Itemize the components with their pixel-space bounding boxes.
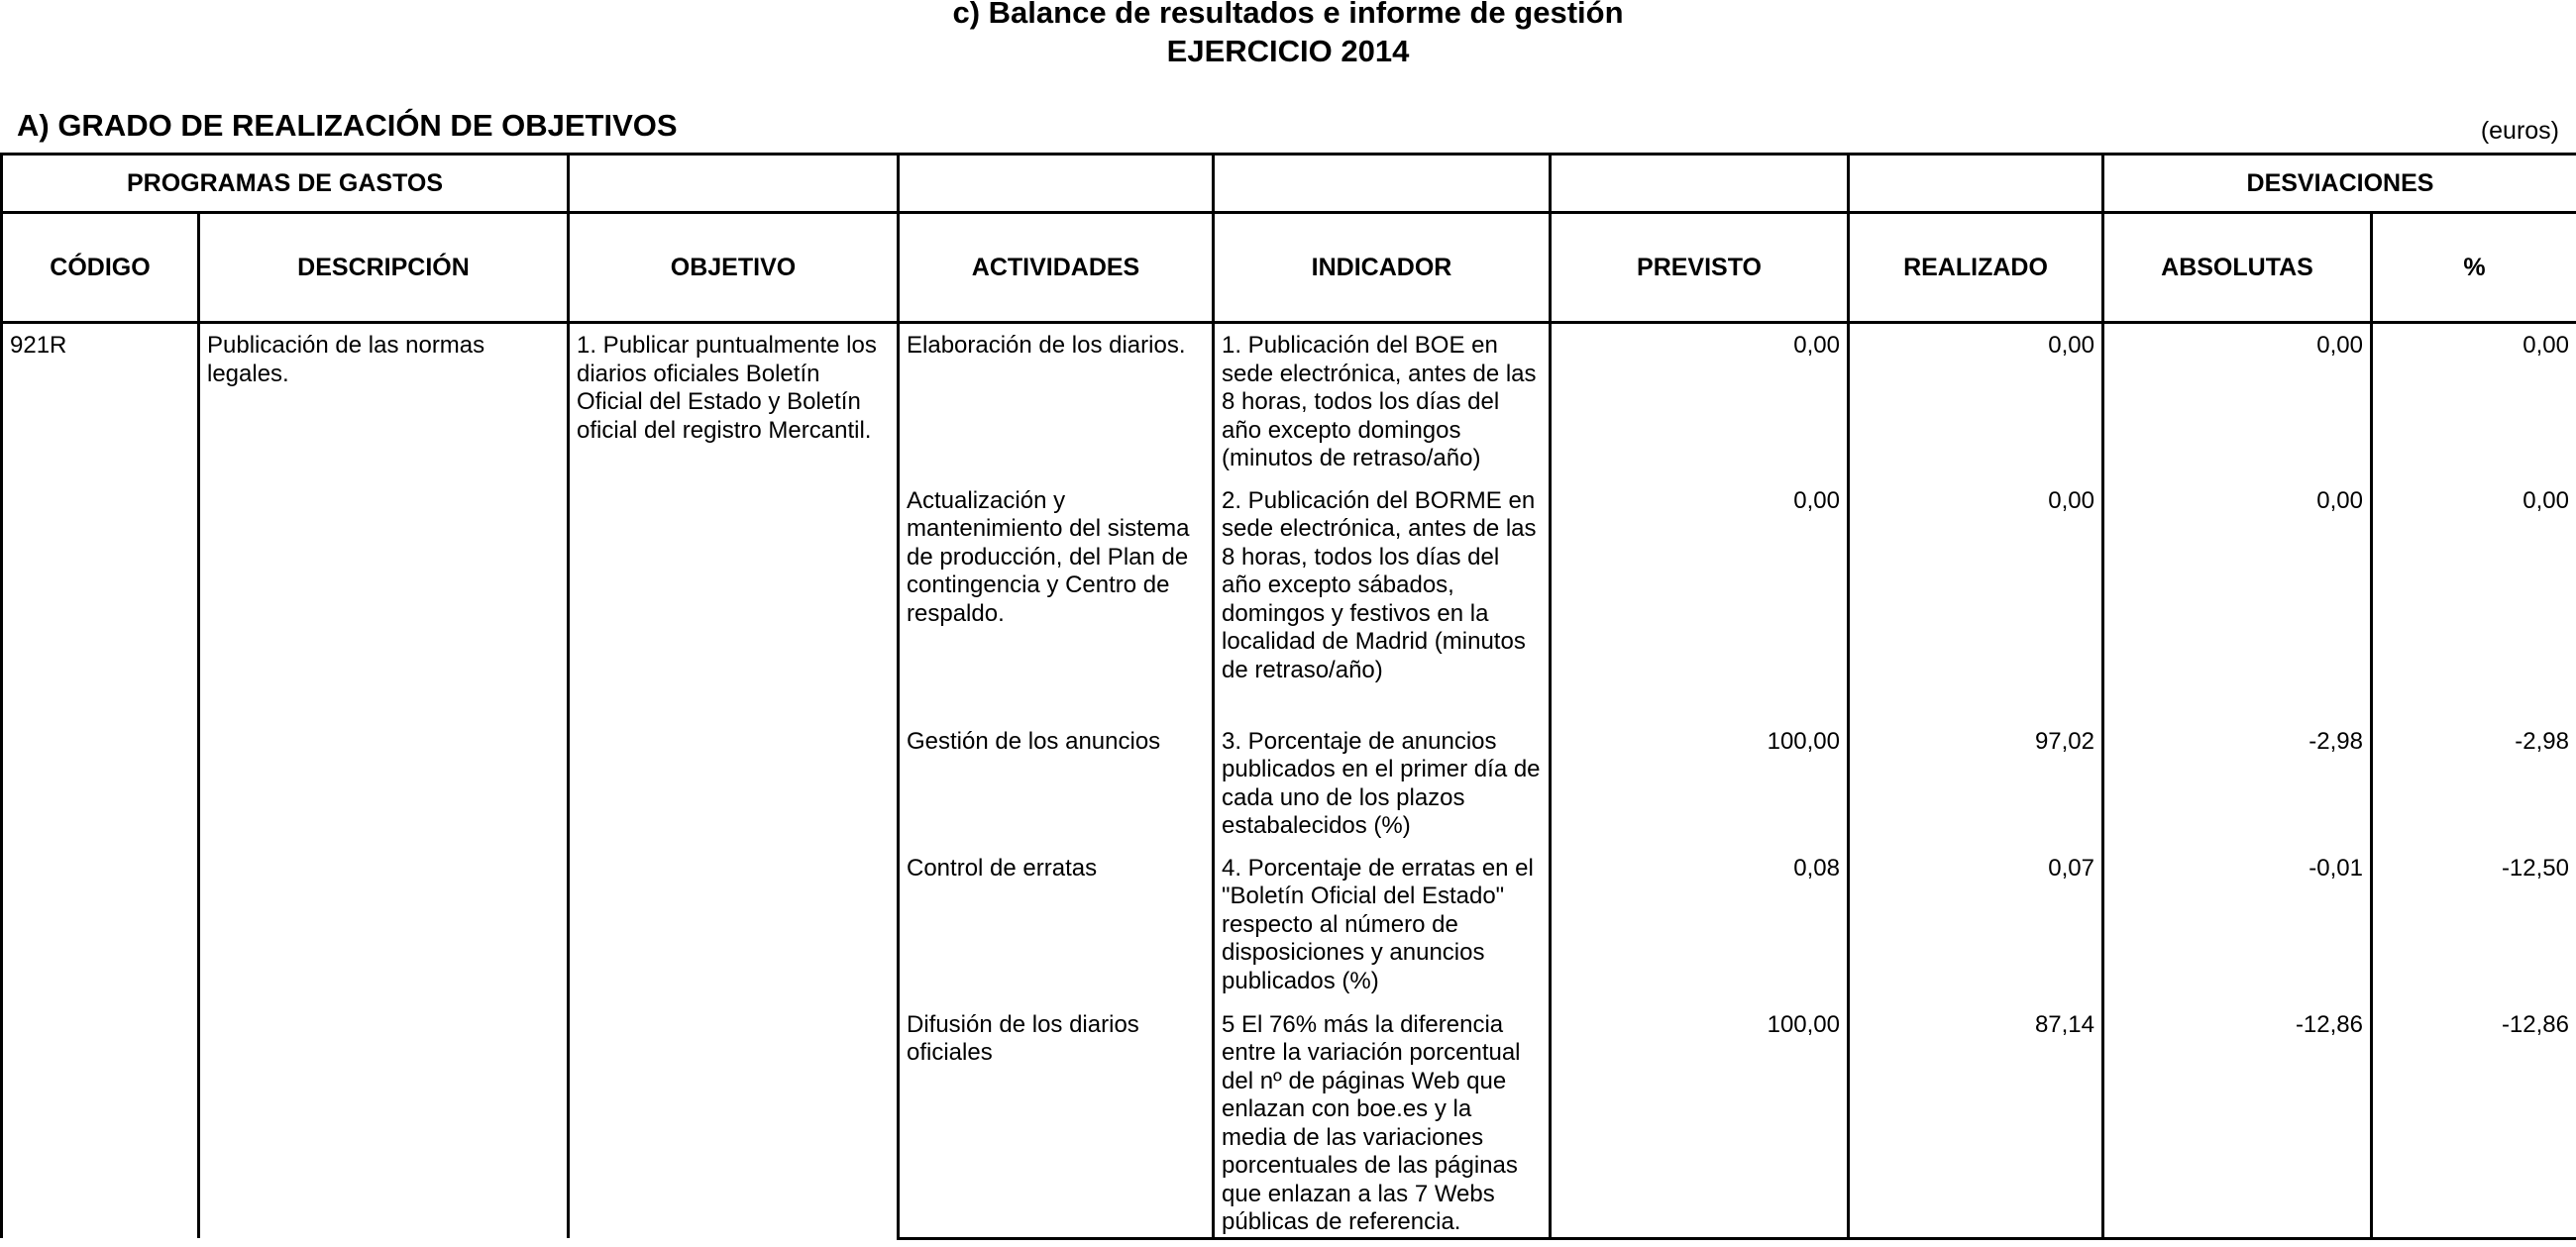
header-empty-actividades <box>899 155 1214 213</box>
porcentaje-cell: 0,00 <box>2372 323 2576 479</box>
absolutas-cell: -2,98 <box>2103 720 2372 847</box>
header-empty-previsto <box>1551 155 1849 213</box>
column-header-actividades: ACTIVIDADES <box>899 213 1214 323</box>
absolutas-cell: -12,86 <box>2103 1003 2372 1239</box>
realizado-cell: 97,02 <box>1849 720 2103 847</box>
porcentaje-cell: -12,86 <box>2372 1003 2576 1239</box>
realizado-cell: 0,07 <box>1849 847 2103 1003</box>
realizado-cell: 0,00 <box>1849 323 2103 479</box>
realizado-cell: 0,00 <box>1849 479 2103 720</box>
column-header-realizado: REALIZADO <box>1849 213 2103 323</box>
previsto-cell: 0,00 <box>1551 323 1849 479</box>
currency-unit-label: (euros) <box>2480 117 2559 145</box>
program-code-cell: 921R <box>2 323 199 1239</box>
header-desviaciones: DESVIACIONES <box>2103 155 2576 213</box>
previsto-cell: 0,08 <box>1551 847 1849 1003</box>
column-header-objetivo: OBJETIVO <box>569 213 899 323</box>
header-empty-indicador <box>1214 155 1551 213</box>
group-header-row <box>2 155 2576 213</box>
table-row <box>2 323 2576 479</box>
column-header-indicador: INDICADOR <box>1214 213 1551 323</box>
absolutas-cell: 0,00 <box>2103 323 2372 479</box>
column-header-porcentaje: % <box>2372 213 2576 323</box>
activity-cell: Control de erratas <box>899 847 1214 1003</box>
indicator-cell: 5 El 76% más la diferencia entre la variación porcentual del nº de páginas Web que enlazan con boe.es y la media de las variaciones porcentuales de las páginas que enlazan a las 7 Webs públicas de referencia. <box>1214 1003 1551 1239</box>
header-empty-realizado <box>1849 155 2103 213</box>
section-heading: A) GRADO DE REALIZACIÓN DE OBJETIVOS <box>17 108 678 143</box>
program-objective-cell: 1. Publicar puntualmente los diarios oficiales Boletín Oficial del Estado y Boletín oficial del registro Mercantil. <box>569 323 899 1239</box>
column-header-codigo: CÓDIGO <box>2 213 199 323</box>
column-header-previsto: PREVISTO <box>1551 213 1849 323</box>
header-programas-de-gastos: PROGRAMAS DE GASTOS <box>2 155 569 213</box>
header-empty-objetivo <box>569 155 899 213</box>
activity-cell: Difusión de los diarios oficiales <box>899 1003 1214 1239</box>
porcentaje-cell: -2,98 <box>2372 720 2576 847</box>
column-header-descripcion: DESCRIPCIÓN <box>199 213 569 323</box>
previsto-cell: 0,00 <box>1551 479 1849 720</box>
report-year: EJERCICIO 2014 <box>1166 34 1410 68</box>
absolutas-cell: -0,01 <box>2103 847 2372 1003</box>
column-header-row <box>2 213 2576 323</box>
absolutas-cell: 0,00 <box>2103 479 2372 720</box>
program-description-cell: Publicación de las normas legales. <box>199 323 569 1239</box>
indicator-cell: 4. Porcentaje de erratas en el "Boletín Oficial del Estado" respecto al número de disposiciones y anuncios publicados (%) <box>1214 847 1551 1003</box>
porcentaje-cell: -12,50 <box>2372 847 2576 1003</box>
indicator-cell: 2. Publicación del BORME en sede electrónica, antes de las 8 horas, todos los días del año excepto sábados, domingos y festivos en la localidad de Madrid (minutos de retraso/año) <box>1214 479 1551 720</box>
previsto-cell: 100,00 <box>1551 720 1849 847</box>
column-header-absolutas: ABSOLUTAS <box>2103 213 2372 323</box>
previsto-cell: 100,00 <box>1551 1003 1849 1239</box>
porcentaje-cell: 0,00 <box>2372 479 2576 720</box>
realizado-cell: 87,14 <box>1849 1003 2103 1239</box>
indicator-cell: 3. Porcentaje de anuncios publicados en el primer día de cada uno de los plazos estabalecidos (%) <box>1214 720 1551 847</box>
activity-cell: Gestión de los anuncios <box>899 720 1214 847</box>
indicator-cell: 1. Publicación del BOE en sede electrónica, antes de las 8 horas, todos los días del año excepto domingos (minutos de retraso/año) <box>1214 323 1551 479</box>
activity-cell: Actualización y mantenimiento del sistema de producción, del Plan de contingencia y Centro de respaldo. <box>899 479 1214 720</box>
objectives-table <box>0 153 2576 1240</box>
report-title: c) Balance de resultados e informe de gestión <box>952 0 1624 30</box>
activity-cell: Elaboración de los diarios. <box>899 323 1214 479</box>
